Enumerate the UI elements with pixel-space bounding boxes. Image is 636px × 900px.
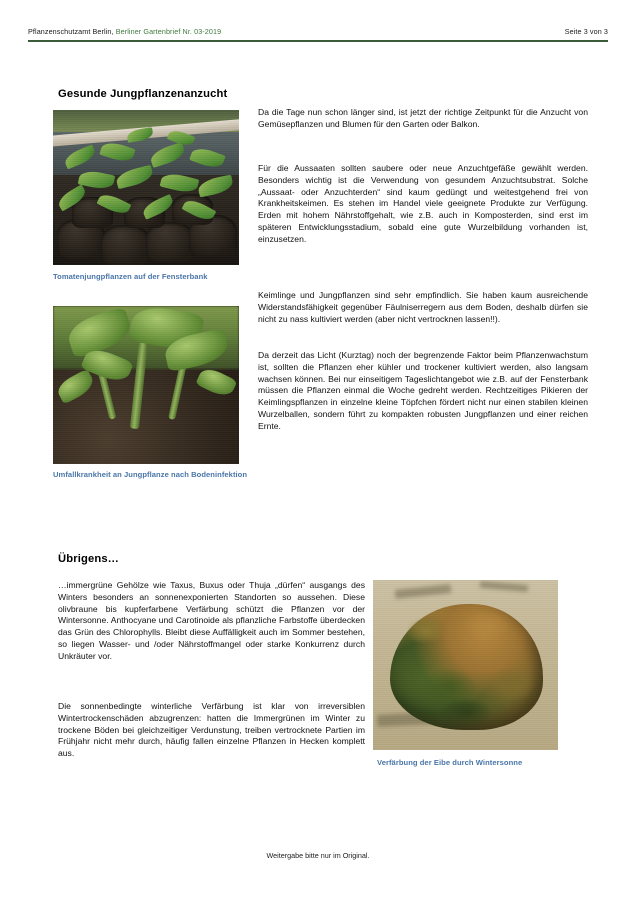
page-footer: [0, 851, 636, 860]
figure-caption-eibe: Verfärbung der Eibe durch Wintersonne: [377, 758, 523, 767]
section-heading-jungpflanzenanzucht: Gesunde Jungpflanzenanzucht: [58, 88, 228, 100]
paragraph-jungpflanzen-2: Für die Aussaaten sollten saubere oder neue Anzuchtgefäße gewählt werden. Besonders wichtig ist die Verwendung von gesundem Anzuchtsubstrat. Solche „Aussaat- oder Anzuchterden“ sind kaum gedüngt und weitestgehend frei von Krankheitskeimen. Es stehen im Handel viele geeignete Produkte zur Verfügung. Erden mit hohem Nährstoffgehalt, wie z.B. auch in Komposterden, sind erst im späteren Entwicklungsstadium, sobald eine gute Wurzelbildung vorhanden ist, einzusetzen.: [258, 163, 588, 244]
foliage-tuft: [488, 668, 536, 702]
paragraph-uebrigens-2: Die sonnenbedingte winterliche Verfärbung ist klar von irreversiblen Wintertrockenschäden abzugrenzen: hatten die Immergrünen im Winter zu trockene Böden bei gleichzeitiger Verdunstung, treiben vertrocknete Partien im Frühjahr nicht mehr durch, häufig fallen einzelne Pflanzen in Hecken komplett aus.: [58, 701, 365, 758]
figure-caption-umfallkrankheit: Umfallkrankheit an Jungpflanze nach Bodeninfektion: [53, 470, 248, 479]
paragraph-jungpflanzen-4: Da derzeit das Licht (Kurztag) noch der begrenzende Faktor beim Pflanzenwachstum ist, sollten die Pflanzen eher kühler und trockener kultiviert werden, also langsam wachsen können. Bei nur einseitigem Tageslichtangebot wie z.B. auf der Fensterbank müssen die Pflanzen einmal die Woche gedreht werden. Rechtzeitiges Pikieren der Keimlingspflanzen in einzelne kleine Töpfchen fördert nicht nur einen stabilen kleinen Wurzelballen, sondern führt zu kompakten robusten Jungpflanzen und einer reichen Ernte.: [258, 350, 588, 431]
foliage-tuft: [406, 617, 447, 644]
section-heading-uebrigens: Übrigens…: [58, 553, 120, 565]
photo-tomatenjungpflanzen-content: [53, 110, 239, 265]
header-office-name: Pflanzenschutzamt Berlin,: [28, 27, 114, 36]
header-page-indicator: Seite 3 von 3: [564, 27, 608, 36]
page-header: [28, 27, 608, 36]
photo-umfallkrankheit: [53, 306, 239, 464]
plant-pot: [101, 225, 149, 265]
photo-umfallkrankheit-content: [53, 306, 239, 464]
footer-note: Weitergabe bitte nur im Original.: [266, 851, 370, 860]
photo-eibe-verfaerbung: [373, 580, 558, 750]
photo-eibe-content: [373, 580, 558, 750]
photo-tomatenjungpflanzen: [53, 110, 239, 265]
header-source: [28, 27, 221, 36]
paragraph-jungpflanzen-3: Keimlinge und Jungpflanzen sind sehr empfindlich. Sie haben kaum ausreichende Widerstandsfähigkeit gegenüber Fäulniserregern aus dem Boden, deshalb dürfen sie nicht zu nass kultiviert werden (aber nicht vertrocknen lassen!!).: [258, 290, 588, 324]
header-divider: [28, 40, 608, 42]
paragraph-uebrigens-1: …immergrüne Gehölze wie Taxus, Buxus oder Thuja „dürfen“ ausgangs des Winters besonders an sonnenexponierten Standorten so aussehen. Diese olivbraune bis kupferfarbene Verfärbung schützt die Pflanzen vor der Wintersonne. Anthocyane und Carotinoide als pflanzliche Farbstoffe überdecken das Grün des Chlorophylls. Bleibt diese Auffälligkeit auch im Sommer bestehen, so liegen Wasser- und /oder Nährstoffmangel oder starke Konkurrenz durch Unkräuter vor.: [58, 580, 365, 661]
foliage-tuft: [462, 611, 510, 642]
header-newsletter-title: Berliner Gartenbrief Nr. 03-2019: [115, 27, 222, 36]
paragraph-jungpflanzen-1: Da die Tage nun schon länger sind, ist jetzt der richtige Zeitpunkt für die Anzucht von Gemüsepflanzen und Blumen für den Garten oder Balkon.: [258, 107, 588, 129]
figure-caption-tomatenjungpflanzen: Tomatenjungpflanzen auf der Fensterbank: [53, 272, 208, 281]
